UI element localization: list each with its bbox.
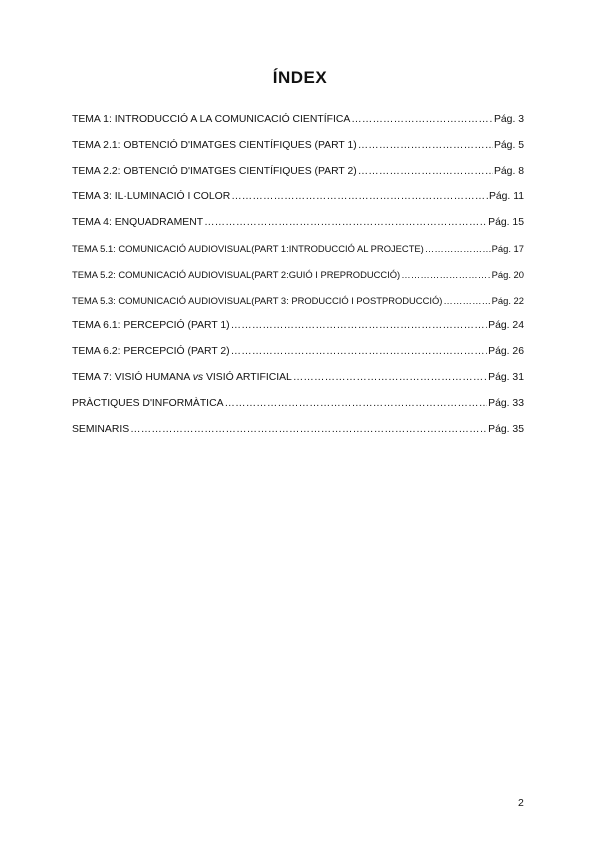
toc-entry-tema-6-1[interactable] — [72, 320, 524, 346]
toc-entry-label: TEMA 6.1: PERCEPCIÓ (PART 1) — [72, 320, 230, 332]
toc-entry-label-italic: vs — [192, 371, 204, 383]
toc-entry-page: Pág. 22 — [491, 294, 524, 306]
dot-leader — [231, 191, 488, 202]
toc-entry-tema-2-1[interactable] — [72, 140, 524, 166]
toc-entry-page: Pág. 8 — [493, 165, 524, 177]
dot-leader — [225, 398, 488, 409]
toc-entry-tema-5-2[interactable] — [72, 269, 524, 295]
toc-entry-tema-5-1[interactable] — [72, 243, 524, 269]
toc-entry-label: PRÀCTIQUES D'INFORMÀTICA — [72, 397, 224, 409]
toc-entry-label: TEMA 6.2: PERCEPCIÓ (PART 2) — [72, 346, 230, 358]
toc-entry-label: SEMINARIS — [72, 423, 130, 435]
toc-entry-label-part: VISIÓ ARTIFICIAL — [203, 371, 292, 383]
dot-leader — [425, 243, 491, 254]
toc-entry-tema-4[interactable] — [72, 217, 524, 243]
toc-entry-page: Pág. 31 — [488, 371, 524, 383]
toc-entry-tema-5-3[interactable] — [72, 295, 524, 321]
toc-entry-label: TEMA 2.2: OBTENCIÓ D'IMATGES CIENTÍFIQUES (PART 2) — [72, 165, 357, 177]
toc-entry-page: Pág. 15 — [488, 217, 524, 229]
toc-entry-label: TEMA 4: ENQUADRAMENT — [72, 217, 204, 229]
dot-leader — [204, 217, 487, 228]
dot-leader — [231, 346, 488, 357]
toc-entry-label: TEMA 5.2: COMUNICACIÓ AUDIOVISUAL(PART 2:GUIÓ I PREPRODUCCIÓ) — [72, 268, 401, 280]
dot-leader — [443, 295, 490, 306]
toc-entry-page: Pág. 26 — [488, 346, 524, 358]
dot-leader — [130, 424, 487, 435]
toc-entry-tema-3[interactable] — [72, 191, 524, 217]
dot-leader — [358, 140, 493, 151]
toc-entry-page: Pág. 24 — [488, 320, 524, 332]
toc-entry-tema-6-2[interactable] — [72, 346, 524, 372]
toc-entry-page: Pág. 35 — [488, 423, 524, 435]
toc-entry-tema-2-2[interactable] — [72, 166, 524, 192]
toc-entry-label: TEMA 5.3: COMUNICACIÓ AUDIOVISUAL(PART 3: PRODUCCIÓ I POSTPRODUCCIÓ) — [72, 294, 443, 306]
toc-entry-page: Pág. 33 — [488, 397, 524, 409]
toc-entry-label: TEMA 1: INTRODUCCIÓ A LA COMUNICACIÓ CIENTÍFICA — [72, 114, 351, 125]
toc-entry-label: TEMA 3: IL·LUMINACIÓ I COLOR — [72, 191, 231, 203]
dot-leader — [351, 114, 493, 125]
toc-entry-page: Pág. 5 — [493, 139, 524, 151]
page-number: 2 — [518, 797, 524, 809]
toc-entry-page: Pág. 3 — [493, 114, 524, 125]
dot-leader — [401, 269, 490, 280]
toc-entry-practiques[interactable] — [72, 398, 524, 424]
dot-leader — [358, 166, 493, 177]
toc-entry-tema-1[interactable] — [72, 114, 524, 140]
dot-leader — [293, 372, 487, 383]
toc-entry-label: TEMA 5.1: COMUNICACIÓ AUDIOVISUAL(PART 1:INTRODUCCIÓ AL PROJECTE) — [72, 242, 424, 254]
toc-entry-label — [72, 372, 292, 383]
toc-entry-page: Pág. 20 — [491, 268, 524, 280]
toc-entry-page: Pág. 17 — [491, 242, 524, 254]
toc-entry-seminaris[interactable] — [72, 424, 524, 450]
table-of-contents — [72, 114, 524, 449]
toc-entry-label-part: TEMA 7: VISIÓ HUMANA — [72, 371, 193, 383]
toc-entry-tema-7[interactable] — [72, 372, 524, 398]
toc-entry-page: Pág. 11 — [488, 191, 524, 203]
page-title: ÍNDEX — [272, 68, 328, 87]
dot-leader — [231, 320, 488, 331]
toc-entry-label: TEMA 2.1: OBTENCIÓ D'IMATGES CIENTÍFIQUES (PART 1) — [72, 139, 357, 151]
